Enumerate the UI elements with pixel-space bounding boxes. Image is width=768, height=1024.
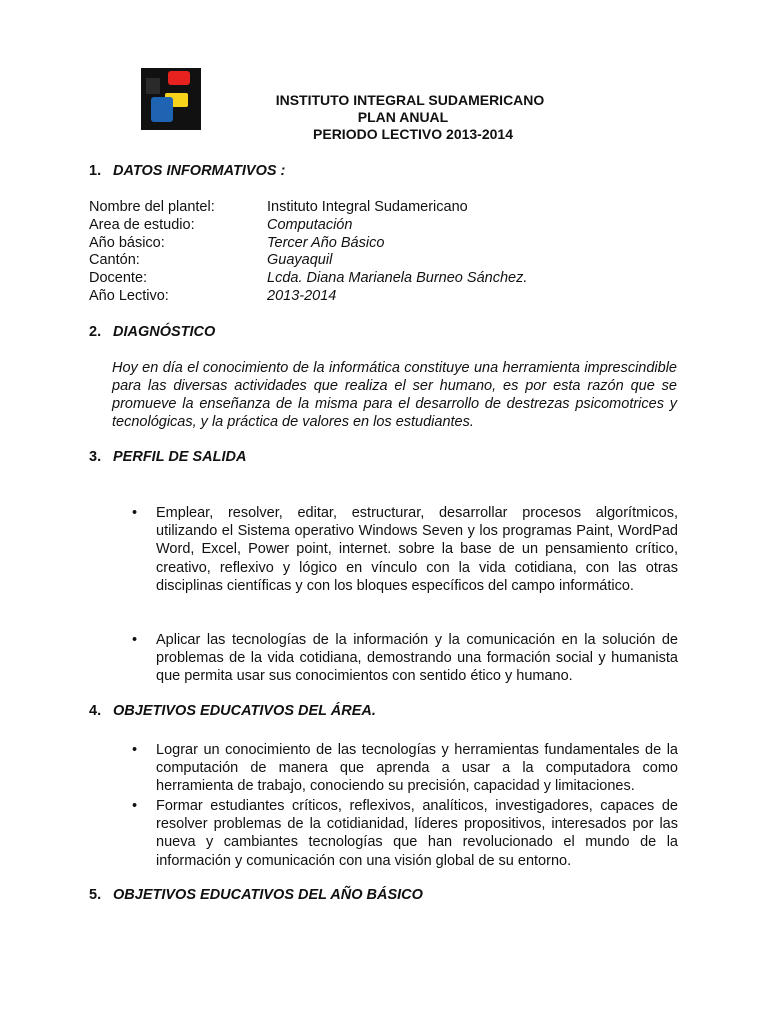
section-objetivos-area: 4. OBJETIVOS EDUCATIVOS DEL ÁREA. [89, 703, 376, 719]
logo-blue-block [151, 97, 173, 122]
perfil-bullet-1 [132, 504, 678, 595]
plan-title: PLAN ANUAL [357, 109, 449, 125]
section-perfil-de-salida: 3. PERFIL DE SALIDA [89, 449, 247, 465]
objetivo-area-bullet-2 [132, 797, 678, 870]
period-title: PERIODO LECTIVO 2013-2014 [313, 126, 513, 142]
bullet-text: Formar estudiantes críticos, reflexivos, analíticos, investigadores, capaces de resolver problemas de la cotidianidad, líderes propositivos, interesados por las nueva y cambiantes tecnologías que han revolucionado el mundo de la información y comunicación con una visión global de su entorno. [156, 798, 678, 869]
logo-red-block [168, 71, 190, 85]
info-row-canton: Cantón: Guayaquil [89, 252, 333, 269]
bullet-marker: • [132, 505, 138, 521]
section-datos-informativos: 1. DATOS INFORMATIVOS : [89, 163, 286, 179]
perfil-bullet-2 [132, 631, 678, 686]
logo-dark-block [146, 78, 160, 94]
objetivo-area-bullet-1 [132, 741, 678, 796]
info-row-anio-lectivo: Año Lectivo: 2013-2014 [89, 287, 337, 304]
info-row-plantel: Nombre del plantel: Instituto Integral Sudamericano [89, 199, 468, 215]
diagnostico-paragraph: Hoy en día el conocimiento de la informática constituye una herramienta imprescindible para las diversas actividades que realiza el ser humano, es por esta razón que se promueve la enseñanza de la misma para el desarrollo de destrezas psicomotrices y tecnológicas, y la práctica de valores en los estudiantes. [112, 360, 677, 430]
section-objetivos-anio-basico: 5. OBJETIVOS EDUCATIVOS DEL AÑO BÁSICO [89, 887, 423, 903]
info-row-docente: Docente: Lcda. Diana Marianela Burneo Sánchez. [89, 270, 528, 287]
bullet-text: Lograr un conocimiento de las tecnologías y herramientas fundamentales de la computación de manera que aprenda a usar a la computadora como herramienta de trabajo, conociendo su precisión, capacidad y limitaciones. [156, 742, 678, 795]
bullet-text: Aplicar las tecnologías de la información y la comunicación en la solución de problemas de la vida cotidiana, demostrando una formación social y humanista que permita usar sus conocimientos con sentido ético y humano. [156, 632, 678, 685]
document-header [200, 92, 620, 143]
institution-name: INSTITUTO INTEGRAL SUDAMERICANO [275, 92, 545, 108]
info-row-anio-basico: Año básico: Tercer Año Básico [89, 234, 385, 251]
bullet-text: Emplear, resolver, editar, estructurar, desarrollar procesos algorítmicos, utilizando el Sistema operativo Windows Seven y los programas Paint, WordPad Word, Excel, Power point, internet. sobre la base de un pensamiento crítico, creativo, reflexivo y lógico en vínculo con la vida cotidiana, con las otras disciplinas científicas y con los bloques específicos del campo informático. [156, 505, 678, 594]
section-diagnostico: 2. DIAGNÓSTICO [89, 324, 216, 340]
bullet-marker: • [132, 632, 138, 648]
info-row-area: Area de estudio: Computación [89, 216, 353, 233]
bullet-marker: • [132, 798, 138, 814]
bullet-marker: • [132, 742, 138, 758]
info-table [89, 199, 527, 306]
